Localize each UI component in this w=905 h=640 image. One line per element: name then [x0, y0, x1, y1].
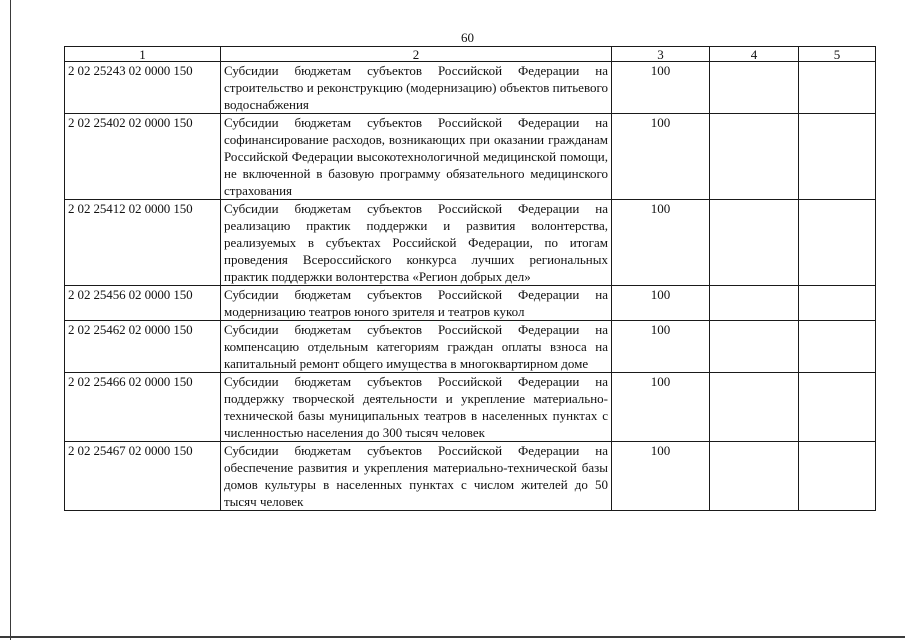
header-col-4: 4 [710, 47, 799, 62]
description-cell: Субсидии бюджетам субъектов Российской Федерации на обеспечение развития и укрепления материально-технической базы домов культуры в населенных пунктах с числом жителей до 50 тысяч человек [221, 442, 612, 511]
norm-percent-cell: 100 [612, 442, 710, 511]
col5-cell [799, 114, 876, 200]
norm-percent-cell: 100 [612, 286, 710, 321]
budget-code-cell: 2 02 25456 02 0000 150 [65, 286, 221, 321]
description-cell: Субсидии бюджетам субъектов Российской Федерации на реализацию практик поддержки и развития волонтерства, реализуемых в субъектах Российской Федерации, по итогам проведения Всероссийского конкурса лучших региональных практик поддержки волонтерства «Регион добрых дел» [221, 200, 612, 286]
table-row [65, 62, 876, 114]
budget-code-cell: 2 02 25412 02 0000 150 [65, 200, 221, 286]
col5-cell [799, 442, 876, 511]
col5-cell [799, 286, 876, 321]
description-cell: Субсидии бюджетам субъектов Российской Федерации на поддержку творческой деятельности и укрепление материально-технической базы муниципальных театров в населенных пунктах с численностью населения до 300 тысяч человек [221, 373, 612, 442]
description-cell: Субсидии бюджетам субъектов Российской Федерации на модернизацию театров юного зрителя и театров кукол [221, 286, 612, 321]
col4-cell [710, 442, 799, 511]
description-cell: Субсидии бюджетам субъектов Российской Федерации на строительство и реконструкцию (модернизацию) объектов питьевого водоснабжения [221, 62, 612, 114]
budget-code-cell: 2 02 25243 02 0000 150 [65, 62, 221, 114]
table-row [65, 286, 876, 321]
header-col-1: 1 [65, 47, 221, 62]
description-cell: Субсидии бюджетам субъектов Российской Федерации на софинансирование расходов, возникающих при оказании гражданам Российской Федерации высокотехнологичной медицинской помощи, не включенной в базовую программу обязательного медицинского страхования [221, 114, 612, 200]
col5-cell [799, 200, 876, 286]
norm-percent-cell: 100 [612, 200, 710, 286]
table-row [65, 373, 876, 442]
budget-code-cell: 2 02 25462 02 0000 150 [65, 321, 221, 373]
header-col-3: 3 [612, 47, 710, 62]
table-header-row [65, 47, 876, 62]
page-number: 60 [461, 30, 474, 45]
table-row [65, 442, 876, 511]
scan-edge-left [10, 0, 11, 640]
col5-cell [799, 62, 876, 114]
col4-cell [710, 373, 799, 442]
norm-percent-cell: 100 [612, 114, 710, 200]
budget-code-cell: 2 02 25467 02 0000 150 [65, 442, 221, 511]
norm-percent-cell: 100 [612, 373, 710, 442]
budget-code-cell: 2 02 25402 02 0000 150 [65, 114, 221, 200]
description-cell: Субсидии бюджетам субъектов Российской Федерации на компенсацию отдельным категориям граждан оплаты взноса на капитальный ремонт общего имущества в многоквартирном доме [221, 321, 612, 373]
col4-cell [710, 321, 799, 373]
norm-percent-cell: 100 [612, 62, 710, 114]
scan-edge-bottom [0, 636, 905, 638]
col4-cell [710, 62, 799, 114]
col5-cell [799, 373, 876, 442]
table-row [65, 200, 876, 286]
col4-cell [710, 200, 799, 286]
budget-code-table [64, 46, 876, 511]
norm-percent-cell: 100 [612, 321, 710, 373]
col4-cell [710, 114, 799, 200]
budget-code-cell: 2 02 25466 02 0000 150 [65, 373, 221, 442]
table-row [65, 114, 876, 200]
col4-cell [710, 286, 799, 321]
header-col-5: 5 [799, 47, 876, 62]
table-row [65, 321, 876, 373]
col5-cell [799, 321, 876, 373]
header-col-2: 2 [221, 47, 612, 62]
